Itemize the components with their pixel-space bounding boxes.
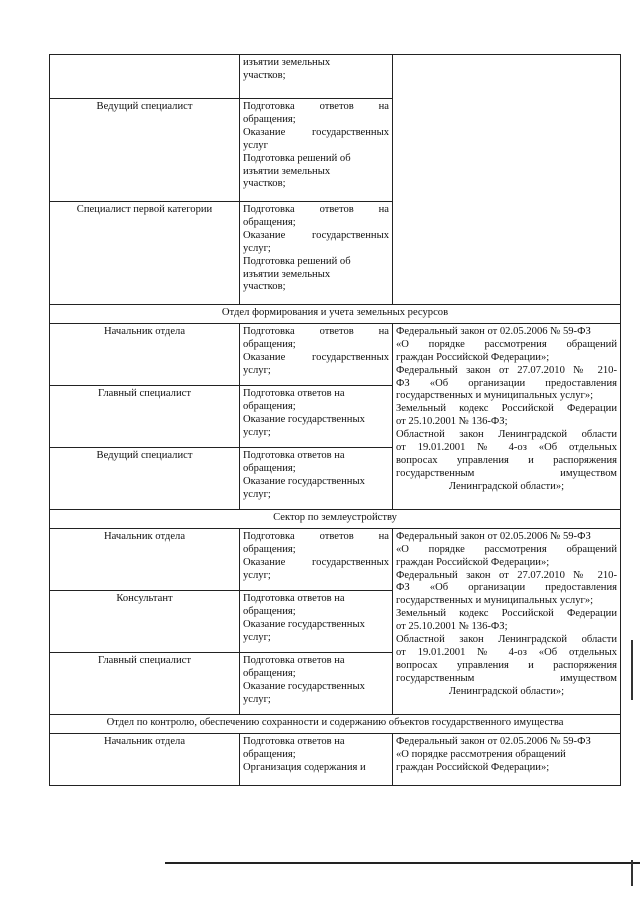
law-line: ФЗ «Об организации предоставления [396,582,617,594]
duty-line: Подготовка ответов на [243,325,389,337]
duty-line: Подготовка ответов на [243,101,389,112]
duty-line: Оказание государственных [243,618,365,630]
law-line: государственным имуществом [396,672,617,684]
law-line: Областной закон Ленинградской области [396,429,617,441]
law-line: Областной закон Ленинградской области [396,634,617,646]
role-cell: Консультант [50,590,240,652]
duty-line: услуг; [243,569,271,581]
section-row [50,305,621,324]
law-line: Ленинградской области»; [448,685,565,697]
law-line: государственных и муниципальных услуг»; [396,390,594,402]
duties-cell [240,528,393,590]
duties-cell [240,385,393,447]
role-cell: Ведущий специалист [50,447,240,509]
duty-line: обращения; [243,338,296,350]
law-line: Федеральный закон от 02.05.2006 № 59-ФЗ [396,735,591,747]
duty-line: услуг; [243,364,271,376]
law-line: граждан Российской Федерации»; [396,556,550,568]
law-line: от 25.10.2001 № 136-ФЗ; [396,621,508,633]
law-line: Земельный кодекс Российской Федерации [396,608,617,620]
duty-line: услуг; [243,426,271,438]
duty-line: услуг; [243,242,271,254]
duty-line: Оказание государственных [243,413,365,425]
duties-cell [240,652,393,714]
duty-line: участков; [243,178,286,190]
law-line: граждан Российской Федерации»; [396,351,550,363]
law-line: «О порядке рассмотрения обращений [396,338,617,350]
staff-duties-table [49,54,621,786]
duty-line: изъятии земельных [243,268,331,280]
bottom-rule [165,862,640,864]
law-line: от 19.01.2001 № 4-оз «Об отдельных [396,646,617,658]
law-line: граждан Российской Федерации»; [396,761,550,773]
duty-line: Подготовка ответов на [243,530,389,542]
duty-line: Подготовка решений об [243,152,351,164]
duty-line: изъятии земельных [243,57,331,68]
duty-line: Подготовка ответов на [243,654,345,666]
duty-line: Оказание государственных [243,229,389,241]
scan-edge-mark [631,640,633,700]
role-cell: Начальник отдела [50,528,240,590]
duty-line: обращения; [243,462,296,474]
duty-line: обращения; [243,216,296,228]
laws-cell [393,323,621,509]
duty-line: услуг [243,139,268,151]
law-line: Федеральный закон от 27.07.2010 № 210- [396,364,617,376]
duties-cell [240,202,393,305]
role-cell: Начальник отдела [50,323,240,385]
scan-edge-mark [631,860,633,886]
duties-cell [240,447,393,509]
duties-cell [240,590,393,652]
duty-line: обращения; [243,605,296,617]
duty-line: услуг; [243,693,271,705]
law-line: вопросах управления и распоряжения [396,454,617,466]
laws-cell [393,528,621,714]
duty-line: Подготовка ответов на [243,204,389,215]
law-line: Ленинградской области»; [448,480,565,492]
duty-line: обращения; [243,113,296,125]
duty-line: обращения; [243,400,296,412]
table-row [50,528,621,590]
law-line: государственных и муниципальных услуг»; [396,595,594,607]
role-cell: Специалист первой категории [50,202,240,305]
duty-line: Подготовка ответов на [243,592,345,604]
duty-line: обращения; [243,748,296,760]
law-line: от 19.01.2001 № 4-оз «Об отдельных [396,442,617,454]
duty-line: Подготовка ответов на [243,735,345,747]
duty-line: услуг; [243,631,271,643]
duties-cell [240,323,393,385]
duty-line: Подготовка ответов на [243,387,345,399]
law-line: Федеральный закон от 02.05.2006 № 59-ФЗ [396,325,591,337]
section-title: Отдел формирования и учета земельных ресурсов [50,305,621,324]
law-line: государственным имуществом [396,467,617,479]
law-line: Федеральный закон от 02.05.2006 № 59-ФЗ [396,530,591,542]
role-cell: Ведущий специалист [50,99,240,202]
table-row [50,323,621,385]
duty-line: Подготовка ответов на [243,449,345,461]
section-row [50,509,621,528]
duty-line: Оказание государственных [243,556,389,568]
duties-cell [240,99,393,202]
duty-line: Оказание государственных [243,475,365,487]
table-row [50,733,621,785]
duty-line: Подготовка решений об [243,255,351,267]
duty-line: Оказание государственных [243,126,389,138]
role-cell: Главный специалист [50,652,240,714]
law-line: Федеральный закон от 27.07.2010 № 210- [396,569,617,581]
role-cell: Главный специалист [50,385,240,447]
law-line: от 25.10.2001 № 136-ФЗ; [396,416,508,428]
duty-line: участков; [243,69,286,81]
duties-cell [240,733,393,785]
role-cell: Начальник отдела [50,733,240,785]
section-title: Сектор по землеустройству [50,509,621,528]
section-row [50,714,621,733]
law-line: вопросах управления и распоряжения [396,659,617,671]
section-title: Отдел по контролю, обеспечению сохранности и содержанию объектов государственного имущества [50,714,621,733]
duty-line: Организация содержания и [243,761,366,773]
duty-line: изъятии земельных [243,165,331,177]
duty-line: услуг; [243,488,271,500]
duty-line: обращения; [243,667,296,679]
law-line: «О порядке рассмотрения обращений [396,543,617,555]
laws-cell-empty [393,55,621,305]
table-row [50,55,621,99]
law-line: Земельный кодекс Российской Федерации [396,403,617,415]
duties-cell [240,55,393,99]
duty-line: обращения; [243,543,296,555]
duty-line: Оказание государственных [243,680,365,692]
law-line: «О порядке рассмотрения обращений [396,748,566,760]
laws-cell [393,733,621,785]
role-cell [50,55,240,99]
law-line: ФЗ «Об организации предоставления [396,377,617,389]
duty-line: участков; [243,281,286,293]
duty-line: Оказание государственных [243,351,389,363]
